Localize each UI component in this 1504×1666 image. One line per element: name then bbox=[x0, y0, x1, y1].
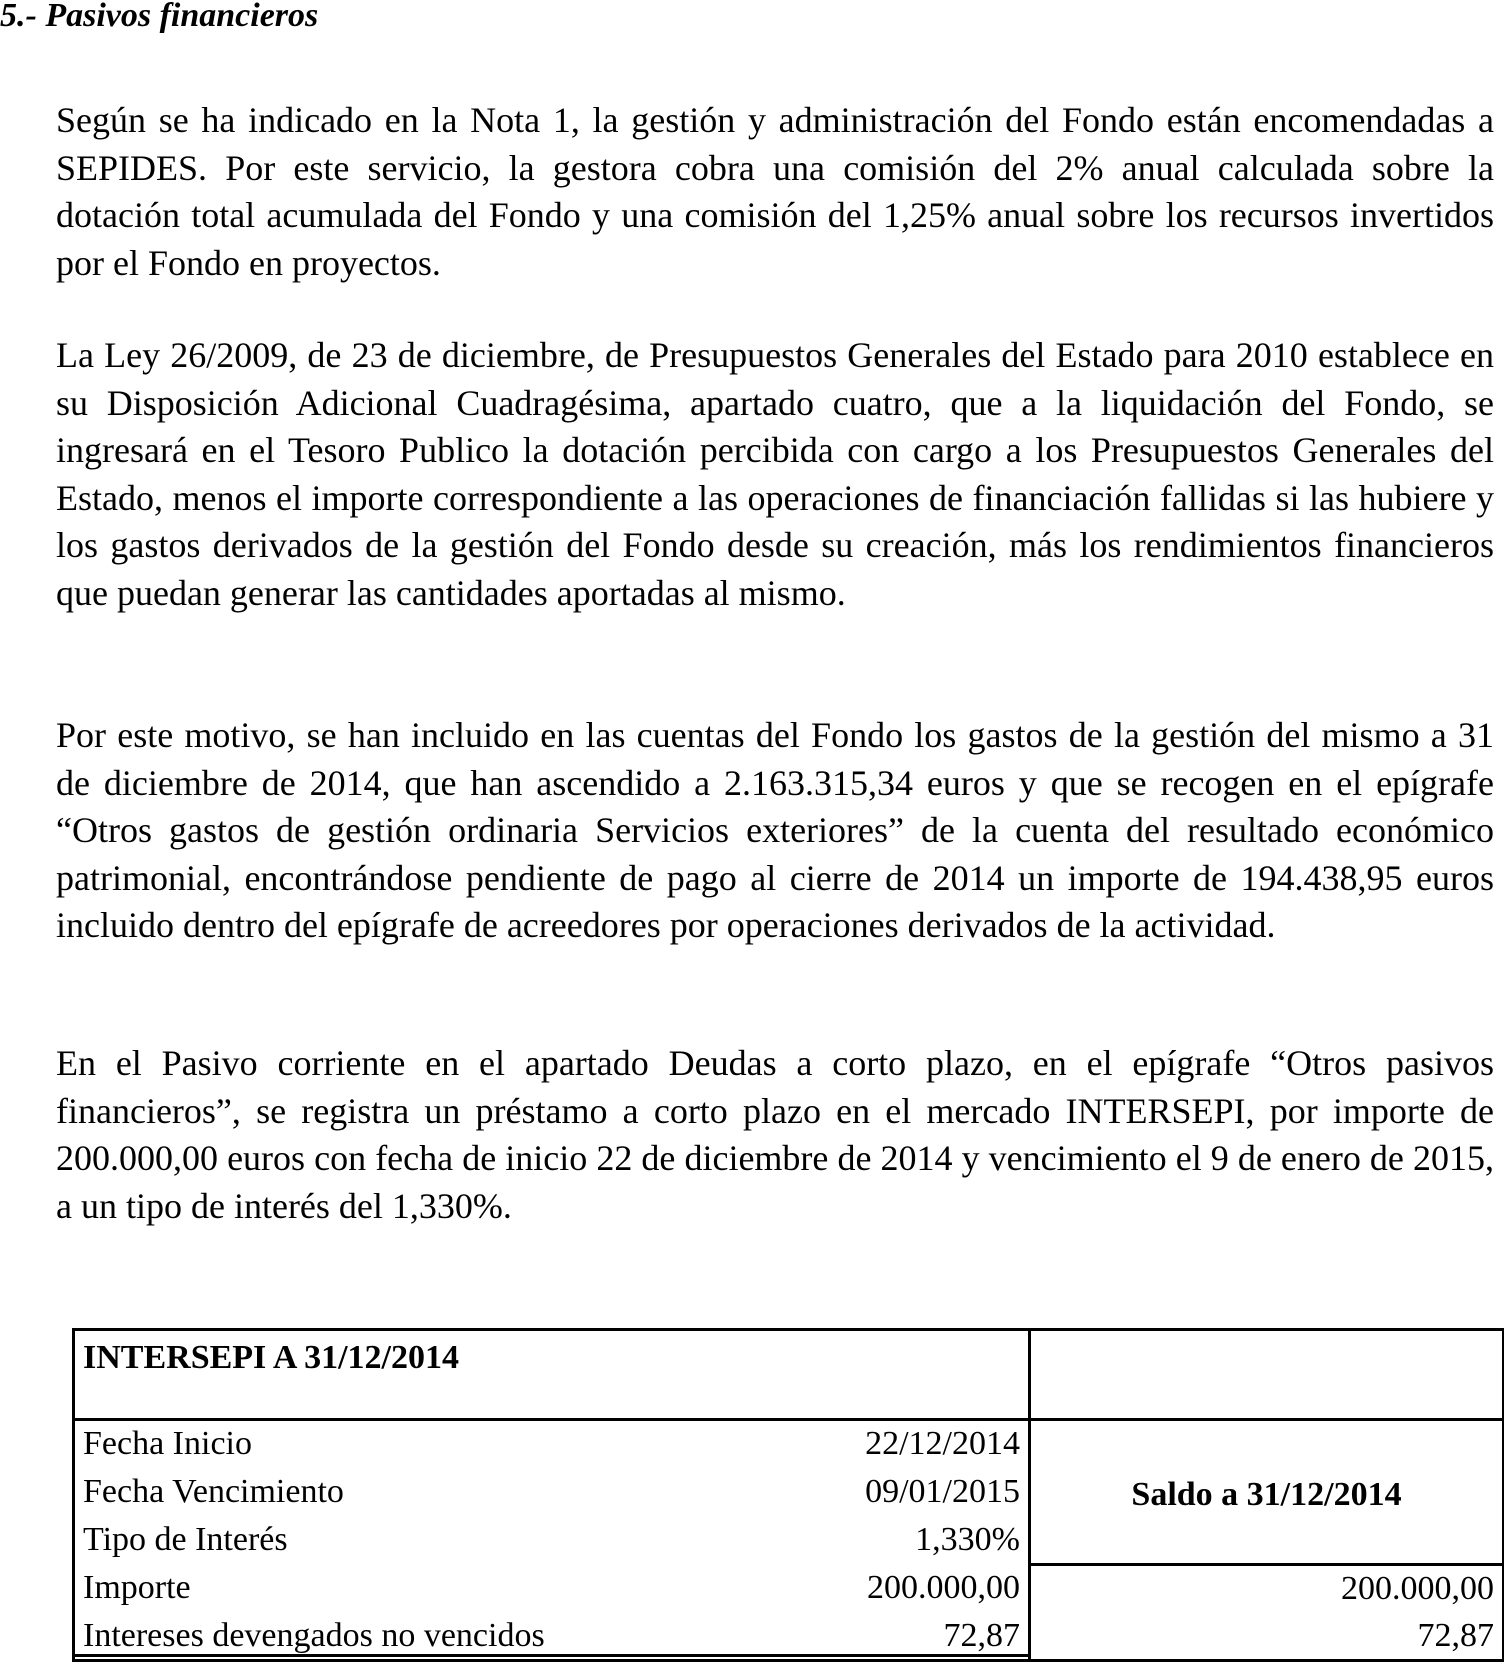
intersepi-details bbox=[72, 1418, 1504, 1662]
row-label: Fecha Vencimiento bbox=[74, 1468, 804, 1516]
saldo-header: Saldo a 31/12/2014 bbox=[1030, 1330, 1504, 1661]
row-value: 09/01/2015 bbox=[865, 1472, 1020, 1510]
paragraph-gestion: Según se ha indicado en la Nota 1, la gestión y administración del Fondo están encomendadas a SEPIDES. Por este servicio, la gestora cobra una comisión del 2% anual calculada sobre la dotación total acumulada del Fondo y una comisión del 1,25% anual sobre los recursos invertidos por el Fondo en proyectos. bbox=[56, 100, 1494, 283]
row-saldo: 200.000,00 bbox=[1030, 1564, 1504, 1612]
row-saldo: 72,87 bbox=[1030, 1612, 1504, 1660]
row-saldo bbox=[1030, 1420, 1504, 1565]
table-row bbox=[74, 1564, 1504, 1612]
table-row bbox=[74, 1420, 1504, 1468]
row-label: Intereses devengados no vencidos bbox=[74, 1612, 804, 1660]
row-value: 22/12/2014 bbox=[865, 1425, 1020, 1463]
row-label: Importe bbox=[74, 1564, 804, 1612]
table-title: INTERSEPI A 31/12/2014 bbox=[74, 1330, 1030, 1656]
paragraph-prestamo: En el Pasivo corriente en el apartado Deudas a corto plazo, en el epígrafe “Otros pasivos financieros”, se registra un préstamo a corto plazo en el mercado INTERSEPI, por importe de 200.000,00 euros con fecha de inicio 22 de diciembre de 2014 y vencimiento el 9 de enero de 2015, a un tipo de interés del 1,330%. bbox=[56, 1043, 1494, 1226]
section-heading: 5.- Pasivos financieros bbox=[0, 0, 319, 34]
row-label: Tipo de Interés bbox=[74, 1516, 804, 1564]
paragraph-ley: La Ley 26/2009, de 23 de diciembre, de Presupuestos Generales del Estado para 2010 establece en su Disposición Adicional Cuadragésima, apartado cuatro, que a la liquidación del Fondo, se ingresará en el Tesoro Publico la dotación percibida con cargo a los Presupuestos Generales del Estado, menos el importe correspondiente a las operaciones de financiación fallidas si las hubiere y los gastos derivados de la gestión del Fondo desde su creación, más los rendimientos financieros que puedan generar las cantidades aportadas al mismo. bbox=[56, 335, 1494, 613]
row-value: 200.000,00 bbox=[867, 1569, 1020, 1607]
row-label: Fecha Inicio bbox=[74, 1420, 804, 1468]
paragraph-gastos: Por este motivo, se han incluido en las cuentas del Fondo los gastos de la gestión del mismo a 31 de diciembre de 2014, que han ascendido a 2.163.315,34 euros y que se recogen en el epígrafe “Otros gastos de gestión ordinaria Servicios exteriores” de la cuenta del resultado económico patrimonial, encontrándose pendiente de pago al cierre de 2014 un importe de 194.438,95 euros incluido dentro del epígrafe de acreedores por operaciones derivados de la actividad. bbox=[56, 715, 1494, 945]
table-row bbox=[74, 1612, 1504, 1660]
row-value: 1,330% bbox=[915, 1520, 1020, 1558]
row-value: 72,87 bbox=[804, 1612, 1030, 1660]
